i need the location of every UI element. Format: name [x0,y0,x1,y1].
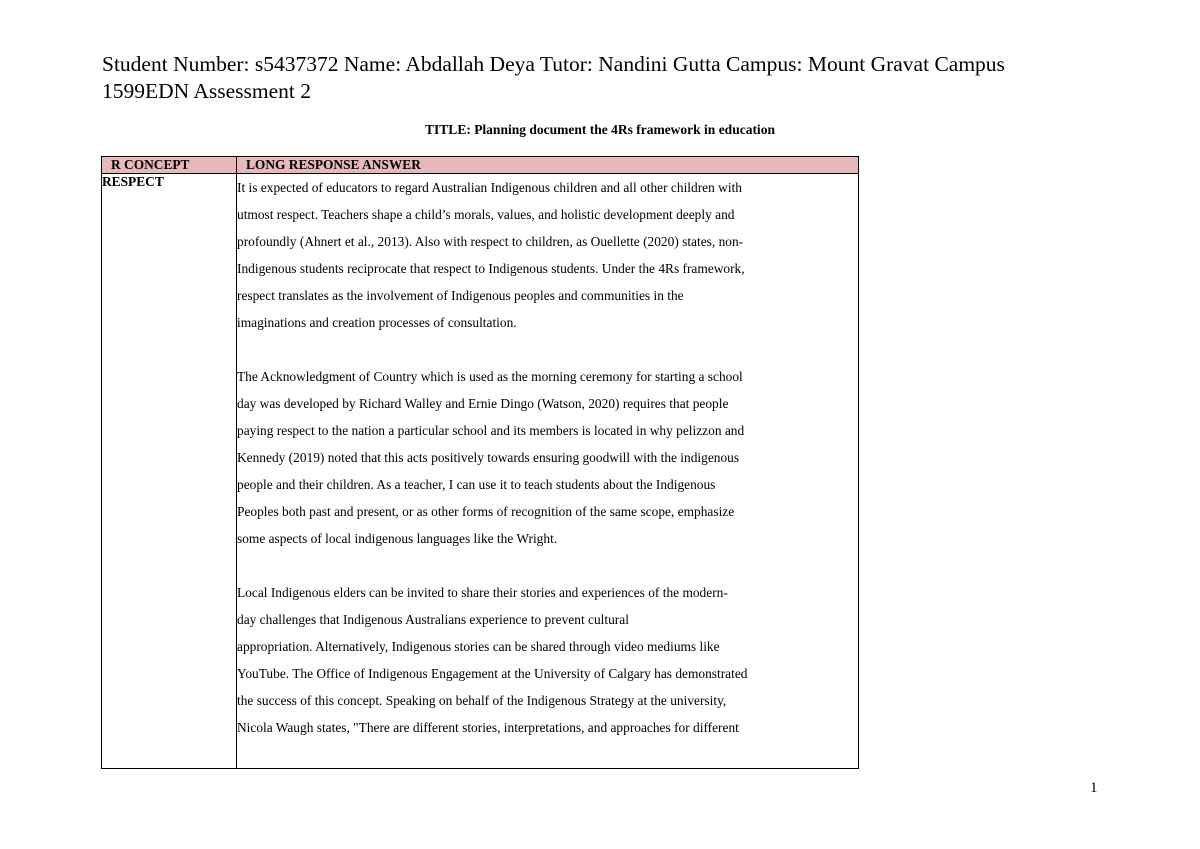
header-assessment: 1599EDN Assessment 2 [102,79,312,103]
text-line: It is expected of educators to regard Australian Indigenous children and all other children with [237,180,742,195]
text-line: day challenges that Indigenous Australians experience to prevent cultural [237,612,629,627]
text-line: people and their children. As a teacher, I can use it to teach students about the Indigenous [237,477,716,492]
text-line: profoundly (Ahnert et al., 2013). Also with respect to children, as Ouellette (2020) states, non- [237,234,744,249]
text-line: some aspects of local indigenous languages like the Wright. [237,531,558,546]
concept-cell: RESPECT [102,174,237,769]
planning-table [101,156,859,769]
table-row [102,174,859,769]
text-line: respect translates as the involvement of Indigenous peoples and communities in the [237,288,684,303]
answer-cell [237,174,859,769]
text-line: the success of this concept. Speaking on behalf of the Indigenous Strategy at the university, [237,693,727,708]
column-header-concept: R CONCEPT [102,157,237,174]
answer-paragraph-3 [237,579,858,741]
text-line: YouTube. The Office of Indigenous Engagement at the University of Calgary has demonstrated [237,666,748,681]
document-title-text: TITLE: Planning document the 4Rs framework in education [425,122,775,137]
text-line: Indigenous students reciprocate that respect to Indigenous students. Under the 4Rs framework, [237,261,745,276]
text-line: The Acknowledgment of Country which is used as the morning ceremony for starting a school [237,369,743,384]
text-line: imaginations and creation processes of consultation. [237,315,517,330]
text-line: appropriation. Alternatively, Indigenous stories can be shared through video mediums like [237,639,720,654]
text-line: day was developed by Richard Walley and Ernie Dingo (Watson, 2020) requires that people [237,396,729,411]
table-header-row [102,157,859,174]
text-line: utmost respect. Teachers shape a child’s morals, values, and holistic development deeply and [237,207,735,222]
answer-paragraph-1 [237,174,858,336]
document-title [0,122,1200,138]
text-line: Nicola Waugh states, "There are different stories, interpretations, and approaches for different [237,720,739,735]
page-number: 1 [1090,780,1098,796]
text-line: Peoples both past and present, or as other forms of recognition of the same scope, emphasize [237,504,735,519]
answer-paragraph-2 [237,363,858,552]
text-line: Kennedy (2019) noted that this acts positively towards ensuring goodwill with the indigenous [237,450,740,465]
text-line: paying respect to the nation a particular school and its members is located in why pelizzon and [237,423,745,438]
document-header [102,51,1102,105]
header-student-info: Student Number: s5437372 Name: Abdallah Deya Tutor: Nandini Gutta Campus: Mount Gravat Campus [102,52,1005,76]
column-header-answer: LONG RESPONSE ANSWER [237,157,859,174]
text-line: Local Indigenous elders can be invited to share their stories and experiences of the modern- [237,585,728,600]
